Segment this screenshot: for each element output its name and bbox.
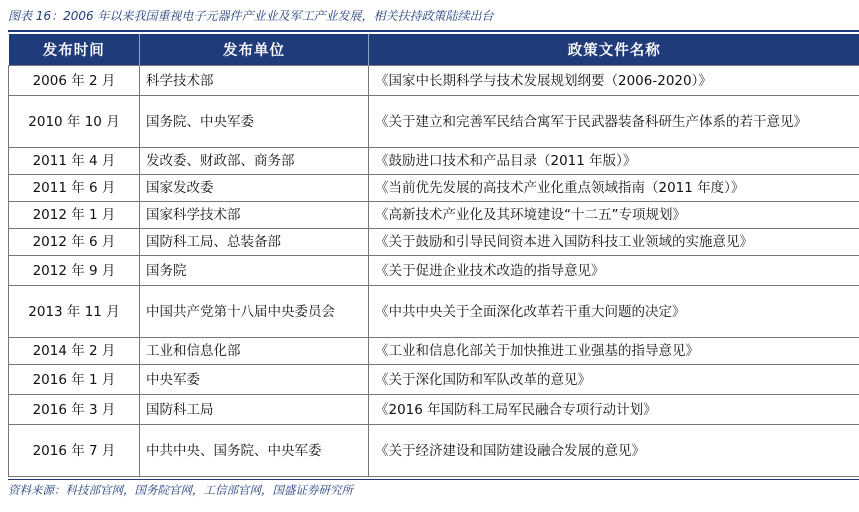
header-issuer: 发布单位 [140,34,369,66]
table-row [9,66,859,96]
figure-title: 图表 16：2006 年以来我国重视电子元器件产业业及军工产业发展，相关扶持政策陆续出台 [8,9,494,23]
header-date: 发布时间 [9,34,140,66]
issuer-cell: 国务院 [140,256,369,286]
table-row [9,286,859,338]
table-row [9,229,859,256]
issuer-cell: 中国共产党第十八届中央委员会 [140,286,369,338]
source-note: 资料来源：科技部官网，国务院官网，工信部官网，国盛证券研究所 [8,483,353,497]
policy-cell: 《高新技术产业化及其环境建设“十二五”专项规划》 [369,202,859,229]
policy-cell: 《鼓励进口技术和产品目录（2011 年版）》 [369,148,859,175]
table-row [9,202,859,229]
policy-cell: 《工业和信息化部关于加快推进工业强基的指导意见》 [369,338,859,365]
issuer-cell: 国家科学技术部 [140,202,369,229]
policy-table [8,34,859,477]
header-policy: 政策文件名称 [369,34,859,66]
date-cell: 2012 年 9 月 [9,256,140,286]
issuer-cell: 发改委、财政部、商务部 [140,148,369,175]
table-header-row [9,34,859,66]
policy-cell: 《中共中央关于全面深化改革若干重大问题的决定》 [369,286,859,338]
issuer-cell: 国防科工局 [140,395,369,425]
policy-cell: 《关于建立和完善军民结合寓军于民武器装备科研生产体系的若干意见》 [369,96,859,148]
table-row [9,395,859,425]
date-cell: 2016 年 1 月 [9,365,140,395]
table-row [9,96,859,148]
date-cell: 2016 年 7 月 [9,425,140,477]
table-row [9,256,859,286]
issuer-cell: 国防科工局、总装备部 [140,229,369,256]
issuer-cell: 中央军委 [140,365,369,395]
date-cell: 2010 年 10 月 [9,96,140,148]
issuer-cell: 中共中央、国务院、中央军委 [140,425,369,477]
issuer-cell: 国务院、中央军委 [140,96,369,148]
policy-cell: 《关于经济建设和国防建设融合发展的意见》 [369,425,859,477]
issuer-cell: 科学技术部 [140,66,369,96]
table-row [9,365,859,395]
table-row [9,338,859,365]
date-cell: 2011 年 6 月 [9,175,140,202]
policy-cell: 《关于鼓励和引导民间资本进入国防科技工业领域的实施意见》 [369,229,859,256]
policy-cell: 《2016 年国防科工局军民融合专项行动计划》 [369,395,859,425]
table-row [9,175,859,202]
date-cell: 2014 年 2 月 [9,338,140,365]
date-cell: 2006 年 2 月 [9,66,140,96]
policy-cell: 《当前优先发展的高技术产业化重点领域指南（2011 年度）》 [369,175,859,202]
table-row [9,148,859,175]
date-cell: 2012 年 6 月 [9,229,140,256]
date-cell: 2012 年 1 月 [9,202,140,229]
bottom-rule [8,479,859,480]
table-row [9,425,859,477]
policy-cell: 《关于促进企业技术改造的指导意见》 [369,256,859,286]
issuer-cell: 国家发改委 [140,175,369,202]
top-rule [8,30,859,32]
date-cell: 2016 年 3 月 [9,395,140,425]
policy-cell: 《国家中长期科学与技术发展规划纲要（2006-2020）》 [369,66,859,96]
policy-cell: 《关于深化国防和军队改革的意见》 [369,365,859,395]
date-cell: 2011 年 4 月 [9,148,140,175]
issuer-cell: 工业和信息化部 [140,338,369,365]
date-cell: 2013 年 11 月 [9,286,140,338]
